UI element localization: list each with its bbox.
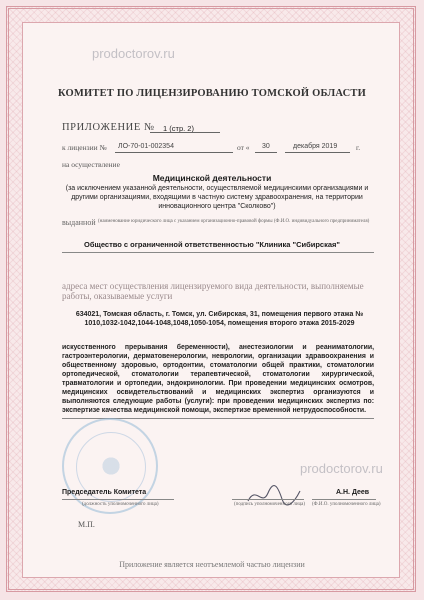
services-text: искусственного прерывания беременности), анестезиологии и реаниматологии, гастроэнтерологии, дерматовенерологии, неврологии, организации здравоохранения и общественному здоровью, ортодонтии, стоматологии общей практики, стоматологии ортопедической, стоматологии терапевтической, стоматологии хирургической, травматологии и ортопедии, эндокринологии. При проведении медицинских осмотров, медицинских освидетельствований и медицинских экспертиз организуются и выполняются следующие работы (услуги): при проведении медицинских экспертиз по: экспертизе качества медицинской помощи, экспертизе временной нетрудоспособности. bbox=[62, 344, 374, 414]
issued-to-label: выданной bbox=[62, 218, 96, 227]
address-value: 634021, Томская область, г. Томск, ул. Сибирская, 31, помещения первого этажа № 1010,1032-1042,1044-1048,1048,1050-1054, помещения второго этажа 2015-2029 bbox=[75, 311, 364, 327]
license-number: ЛО-70-01-002354 bbox=[118, 143, 174, 150]
license-date-from: от « bbox=[237, 143, 250, 152]
chairman-underline bbox=[62, 499, 174, 500]
chairman-label: Председатель Комитета bbox=[62, 489, 147, 496]
name-hint: (Ф.И.О. уполномоченного лица) bbox=[312, 502, 381, 507]
signature-underline bbox=[232, 499, 304, 500]
signature-hint: (подпись уполномоченного лица) bbox=[234, 502, 306, 507]
organization-underline bbox=[62, 252, 374, 253]
organization-name: Общество с ограниченной ответственностью "Клиника "Сибирская" bbox=[84, 240, 340, 249]
stamp-label: М.П. bbox=[78, 520, 95, 529]
activity-title: Медицинской деятельности bbox=[152, 173, 272, 183]
license-day-underline bbox=[255, 152, 277, 153]
license-number-prefix: к лицензии № bbox=[62, 143, 107, 152]
license-month: декабря 2019 bbox=[293, 143, 338, 150]
watermark-bottom: prodoctorov.ru bbox=[300, 461, 383, 476]
name-underline bbox=[312, 499, 376, 500]
document-title: КОМИТЕТ ПО ЛИЦЕНЗИРОВАНИЮ ТОМСКОЙ ОБЛАСТИ bbox=[58, 88, 366, 99]
appendix-number: 1 (стр. 2) bbox=[163, 124, 194, 133]
watermark-top: prodoctorov.ru bbox=[92, 46, 175, 61]
footer-note: Приложение является неотъемлемой частью лицензии bbox=[119, 560, 305, 569]
appendix-label: ПРИЛОЖЕНИЕ № bbox=[62, 122, 155, 133]
coat-of-arms-emblem bbox=[97, 450, 125, 482]
license-number-underline bbox=[115, 152, 233, 153]
license-month-underline bbox=[285, 152, 350, 153]
activity-intro: на осуществление bbox=[62, 160, 120, 169]
chairman-hint: (должность уполномоченного лица) bbox=[82, 502, 159, 507]
license-year-suffix: г. bbox=[356, 143, 361, 152]
issued-to-hint: (наименование юридического лица с указанием организационно-правовой формы (Ф.И.О. индивидуального предпринимателя) bbox=[98, 219, 370, 224]
activity-description: (за исключением указанной деятельности, осуществляемой медицинскими организациями и другими организациями, входящими в частную систему здравоохранения, на территории инновационного центра "Сколково") bbox=[65, 185, 369, 210]
appendix-underline bbox=[150, 132, 220, 133]
license-day: 30 bbox=[262, 143, 270, 150]
address-label: адреса мест осуществления лицензируемого вида деятельности, выполняемые работы, оказываемые услуги bbox=[62, 281, 364, 301]
chairman-name: А.Н. Деев bbox=[336, 489, 370, 496]
